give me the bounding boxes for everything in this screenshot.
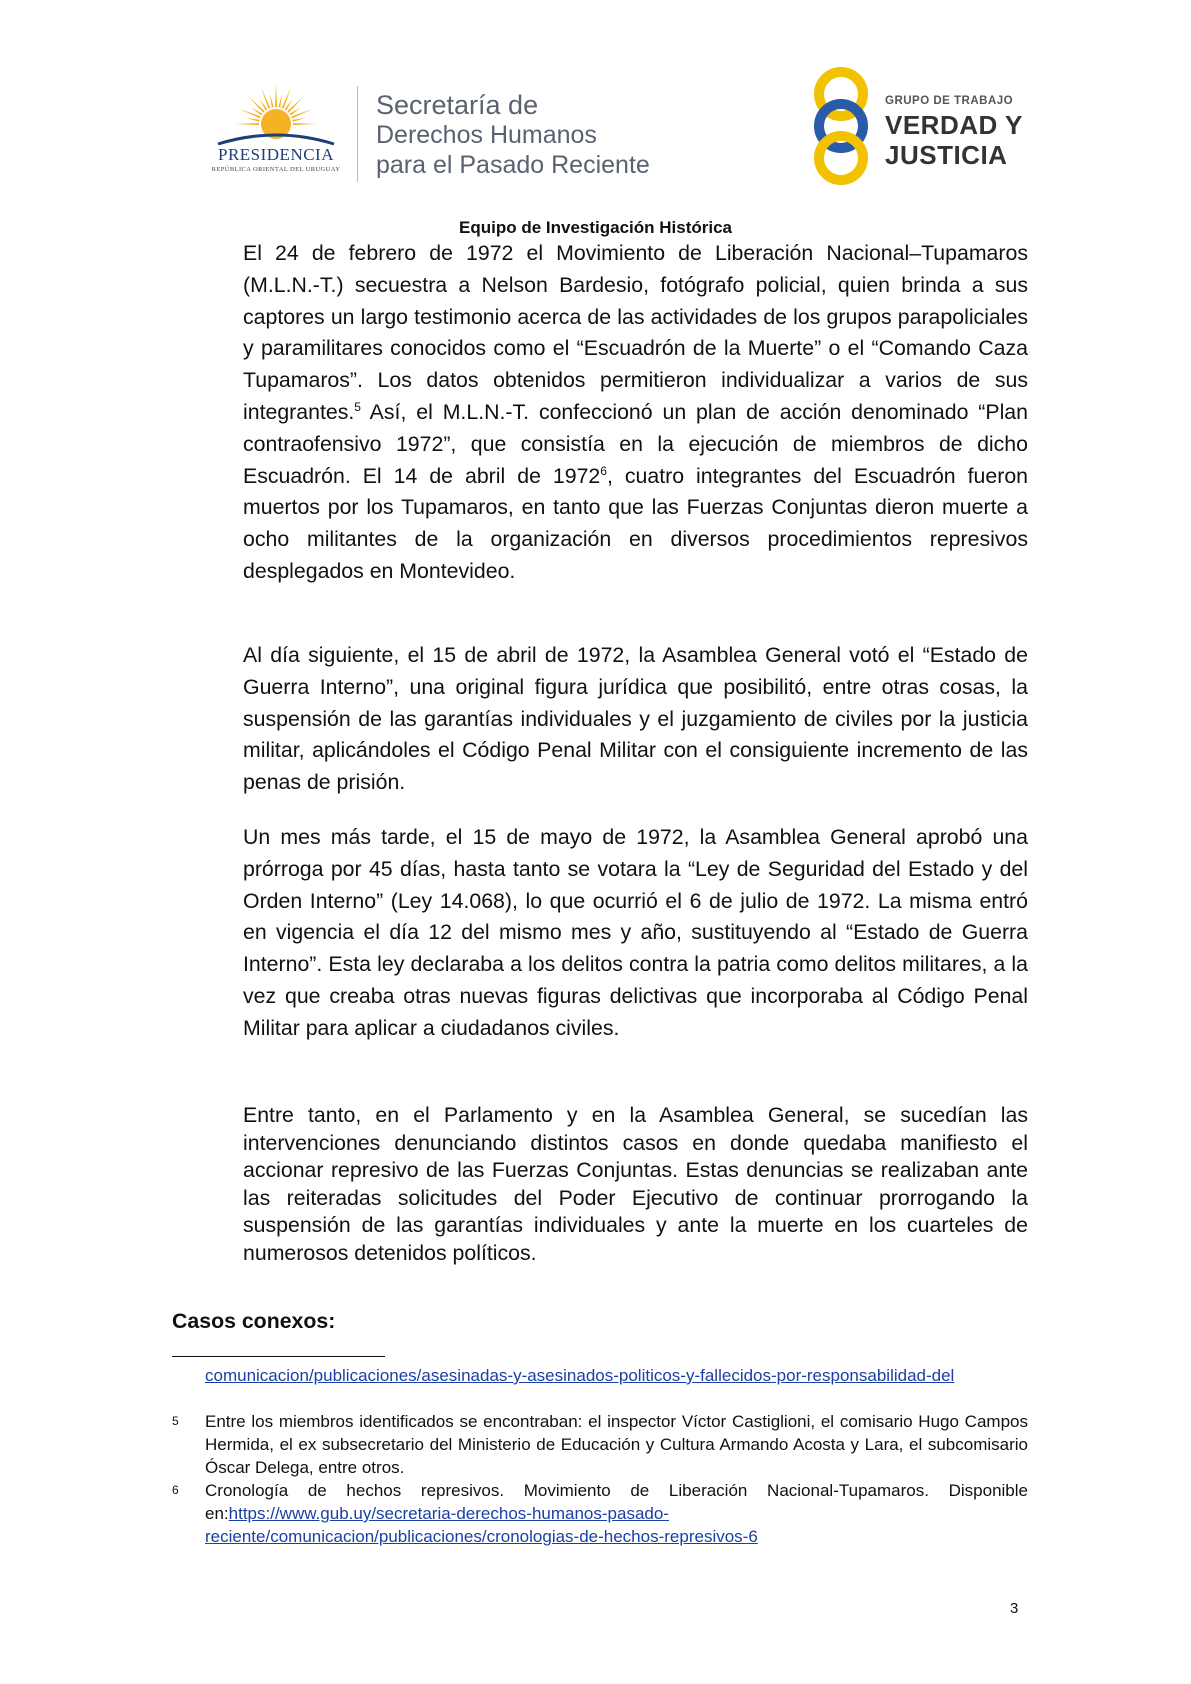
paragraph-1-part-c: , cuatro integrantes del Escuadrón fueron muertos por los Tupamaros, en tanto que las Fuerzas Conjuntas dieron muerte a ocho militantes de la organización en diversos procedimientos represivos desplegados en Montevideo.	[243, 463, 1029, 583]
sun-icon	[196, 82, 356, 146]
sun-ray	[282, 87, 292, 109]
paragraph-1-part-a: El 24 de febrero de 1972 el Movimiento de Liberación Nacional–Tupamaros (M.L.N.-T.) secuestra a Nelson Bardesio, fotógrafo policial, quien brinda a sus captores un largo testimonio acerca de las actividades de los grupos parapoliciales y paramilitares conocidos como el “Escuadrón de la Muerte” o el “Comando Caza Tupamaros”. Los datos obtenidos permitieron individualizar a varios de sus integrantes.	[243, 241, 1028, 424]
page-header	[0, 0, 1191, 210]
footnote-continuation-link[interactable]: comunicacion/publicaciones/asesinadas-y-asesinados-politicos-y-fallecidos-por-responsabilidad-del	[205, 1366, 955, 1385]
paragraph-3-text: Un mes más tarde, el 15 de mayo de 1972, la Asamblea General aprobó una prórroga por 45 días, hasta tanto se votara la “Ley de Seguridad del Estado y del Orden Interno” (Ley 14.068), lo que ocurrió el 6 de julio de 1972. La misma entró en vigencia el día 12 del mismo mes y año, sustituyendo al “Estado de Guerra Interno”. Esta ley declaraba a los delitos contra la patria como delitos militares, a la vez que creaba otras nuevas figuras delictivas que incorporaba al Código Penal Militar para aplicar a ciudadanos civiles.	[243, 825, 1028, 1040]
page-number: 3	[1010, 1600, 1019, 1617]
sun-ray	[248, 96, 265, 113]
paragraph-1	[243, 238, 1028, 588]
paragraph-2	[243, 640, 1028, 799]
sun-ray	[293, 123, 316, 125]
sun-ray	[270, 95, 274, 108]
paragraph-1-part-b: Así, el M.L.N.-T. confeccionó un plan de acción denominado “Plan contraofensivo 1972”, que consistía en la ejecución de miembros de dicho Escuadrón. El 14 de abril de 1972	[243, 399, 1028, 488]
footnote-6-link[interactable]: https://www.gub.uy/secretaria-derechos-humanos-pasado-reciente/comunicacion/publicaciones/cronologias-de-hechos-represivos-6	[205, 1504, 758, 1546]
secretaria-line-2: Derechos Humanos	[376, 121, 597, 149]
secretaria-logo-text	[376, 90, 650, 180]
linked-rings-icon	[805, 64, 877, 188]
paragraph-2-text: Al día siguiente, el 15 de abril de 1972, la Asamblea General votó el “Estado de Guerra Interno”, una original figura jurídica que posibilitó, entre otras cosas, la suspensión de las garantías individuales y el juzgamiento de civiles por la justicia militar, aplicándoles el Código Penal Militar con el consiguiente incremento de las penas de prisión.	[243, 643, 1028, 795]
sun-ray	[236, 123, 259, 125]
sun-ray	[291, 109, 313, 119]
grupo-trabajo-text	[885, 96, 1023, 168]
footnote-6	[205, 1479, 1028, 1548]
footnote-6-number: 6	[172, 1483, 179, 1497]
sun-ray	[275, 84, 277, 107]
grupo-trabajo-line-2: VERDAD Y	[885, 109, 1023, 140]
footnote-separator	[172, 1356, 385, 1357]
grupo-trabajo-logo	[805, 64, 1055, 188]
sun-ray	[261, 87, 271, 109]
paragraph-4-text: Entre tanto, en el Parlamento y en la Asamblea General, se sucedían las intervenciones denunciando distintos casos en donde quedaba manifiesto el accionar represivo de las Fuerzas Conjuntas. Estas denuncias se realizaban ante las reiteradas solicitudes del Poder Ejecutivo de continuar prorrogando la suspensión de las garantías individuales y ante la muerte en los cuarteles de numerosos detenidos políticos.	[243, 1103, 1028, 1265]
sun-ray	[292, 118, 305, 122]
footnote-6-text: Cronología de hechos represivos. Movimiento de Liberación Nacional-Tupamaros. Disponible en:	[205, 1481, 1028, 1523]
sun-ray	[247, 118, 260, 122]
secretaria-line-3: para el Pasado Reciente	[376, 151, 650, 179]
footnote-continuation	[205, 1364, 1028, 1387]
casos-conexos-heading: Casos conexos:	[172, 1309, 336, 1333]
footnote-5-text: Entre los miembros identificados se encontraban: el inspector Víctor Castiglioni, el comisario Hugo Campos Hermida, el ex subsecretario del Ministerio de Educación y Cultura Armando Acosta y Lara, el subcomisario Óscar Delega, entre otros.	[205, 1412, 1028, 1477]
grupo-trabajo-line-3: JUSTICIA	[885, 139, 1008, 170]
team-title: Equipo de Investigación Histórica	[459, 218, 732, 237]
paragraph-3	[243, 822, 1028, 1045]
secretaria-line-1: Secretaría de	[376, 90, 539, 120]
presidencia-subtitle: REPÚBLICA ORIENTAL DEL URUGUAY	[211, 166, 341, 173]
footnote-ref-5[interactable]: 5	[354, 399, 361, 414]
sun-ray	[239, 109, 261, 119]
grupo-trabajo-line-1: GRUPO DE TRABAJO	[885, 95, 1014, 107]
paragraph-4	[243, 1102, 1028, 1267]
presidencia-title: PRESIDENCIA	[217, 145, 334, 164]
sun-ray	[278, 95, 282, 108]
sun-ray	[287, 96, 304, 113]
footnote-ref-6[interactable]: 6	[600, 463, 607, 478]
footnote-5-number: 5	[172, 1414, 179, 1428]
header-divider	[357, 86, 358, 182]
presidencia-logo	[196, 82, 356, 192]
